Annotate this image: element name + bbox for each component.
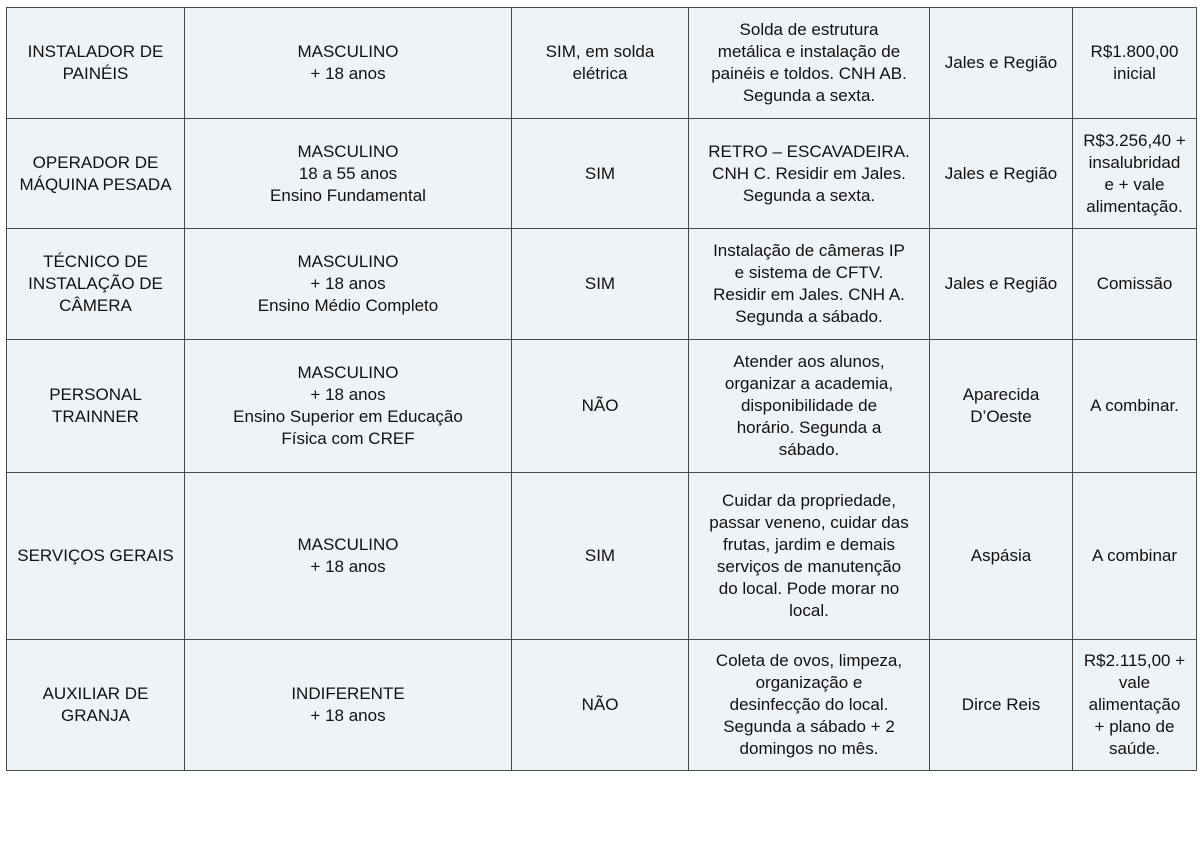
profile-cell: MASCULINO 18 a 55 anos Ensino Fundamental	[185, 119, 512, 229]
salary-cell: A combinar.	[1073, 340, 1197, 473]
location-cell: Dirce Reis	[930, 640, 1073, 771]
experience-cell: SIM	[512, 473, 689, 640]
salary-cell: R$2.115,00 + vale alimentação + plano de saúde.	[1073, 640, 1197, 771]
location-cell: Aspásia	[930, 473, 1073, 640]
table-row	[7, 119, 1197, 229]
location-cell: Aparecida D’Oeste	[930, 340, 1073, 473]
job-title-cell: SERVIÇOS GERAIS	[7, 473, 185, 640]
table-row	[7, 229, 1197, 340]
experience-cell: SIM	[512, 229, 689, 340]
table-row	[7, 340, 1197, 473]
profile-cell: MASCULINO + 18 anos	[185, 473, 512, 640]
description-cell: Coleta de ovos, limpeza, organização e desinfecção do local. Segunda a sábado + 2 domingos no mês.	[689, 640, 930, 771]
salary-cell: R$3.256,40 + insalubridad e + vale alimentação.	[1073, 119, 1197, 229]
description-cell: Solda de estrutura metálica e instalação de painéis e toldos. CNH AB. Segunda a sexta.	[689, 8, 930, 119]
salary-cell: Comissão	[1073, 229, 1197, 340]
profile-cell: MASCULINO + 18 anos	[185, 8, 512, 119]
profile-cell: MASCULINO + 18 anos Ensino Superior em Educação Física com CREF	[185, 340, 512, 473]
description-cell: RETRO – ESCAVADEIRA. CNH C. Residir em Jales. Segunda a sexta.	[689, 119, 930, 229]
job-title-cell: PERSONAL TRAINNER	[7, 340, 185, 473]
description-cell: Atender aos alunos, organizar a academia, disponibilidade de horário. Segunda a sábado.	[689, 340, 930, 473]
job-title-cell: INSTALADOR DE PAINÉIS	[7, 8, 185, 119]
profile-cell: INDIFERENTE + 18 anos	[185, 640, 512, 771]
location-cell: Jales e Região	[930, 229, 1073, 340]
salary-cell: A combinar	[1073, 473, 1197, 640]
profile-cell: MASCULINO + 18 anos Ensino Médio Completo	[185, 229, 512, 340]
job-title-cell: TÉCNICO DE INSTALAÇÃO DE CÂMERA	[7, 229, 185, 340]
experience-cell: SIM	[512, 119, 689, 229]
experience-cell: SIM, em solda elétrica	[512, 8, 689, 119]
job-title-cell: AUXILIAR DE GRANJA	[7, 640, 185, 771]
location-cell: Jales e Região	[930, 119, 1073, 229]
job-title-cell: OPERADOR DE MÁQUINA PESADA	[7, 119, 185, 229]
location-cell: Jales e Região	[930, 8, 1073, 119]
table-row	[7, 640, 1197, 771]
job-listings-table	[6, 7, 1197, 771]
description-cell: Instalação de câmeras IP e sistema de CFTV. Residir em Jales. CNH A. Segunda a sábado.	[689, 229, 930, 340]
description-cell: Cuidar da propriedade, passar veneno, cuidar das frutas, jardim e demais serviços de manutenção do local. Pode morar no local.	[689, 473, 930, 640]
salary-cell: R$1.800,00 inicial	[1073, 8, 1197, 119]
experience-cell: NÃO	[512, 340, 689, 473]
table-row	[7, 8, 1197, 119]
table-row	[7, 473, 1197, 640]
experience-cell: NÃO	[512, 640, 689, 771]
